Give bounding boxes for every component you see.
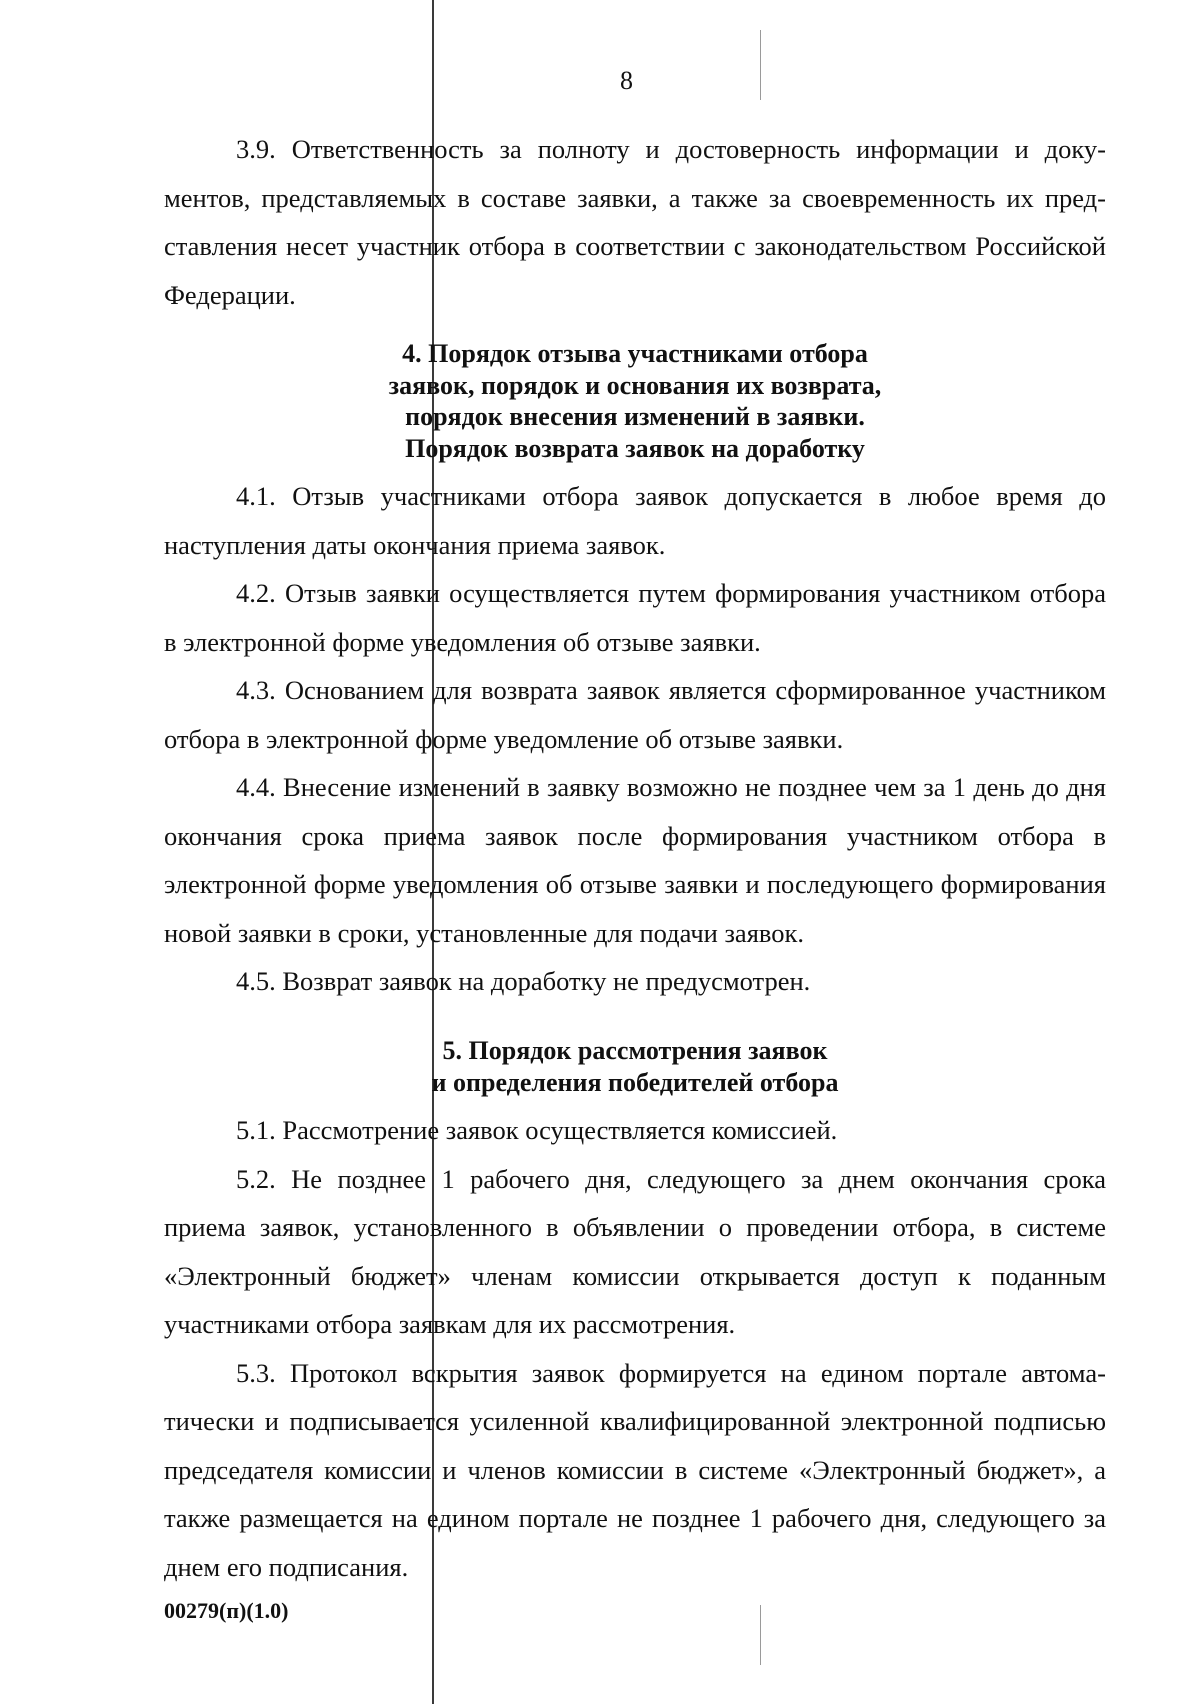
section-4-heading (164, 338, 1106, 464)
paragraph-4-4: 4.4. Внесение изменений в заявку возможно не позднее чем за 1 день до дня окончания срока приема заявок после формирования участником отбора в электронной форме уведомления об отзыве заявки и последующего формирования новой заявки в сроки, установленные для подачи заявок. (164, 772, 1106, 948)
section-4-heading-line: заявок, порядок и основания их возврата, (388, 370, 882, 400)
page-number: 8 (620, 66, 633, 95)
section-5-heading (164, 1035, 1106, 1098)
paragraph-3-9-block (164, 125, 1106, 319)
section-4-heading-line: Порядок возврата заявок на доработку (405, 433, 865, 463)
section-5-heading-line: 5. Порядок рассмотрения заявок (442, 1036, 828, 1065)
paragraph-4-3: 4.3. Основанием для возврата заявок является сформированное участником отбора в электронной форме уведомление об отзыве заявки. (164, 675, 1106, 754)
section-5-heading-line: и определения победителей отбора (431, 1067, 839, 1097)
paragraph-4-2: 4.2. Отзыв заявки осуществляется путем формирования участником отбора в электронной форме уведомления об отзыве заявки. (164, 578, 1106, 657)
section-4-heading-line: порядок внесения изменений в заявки. (405, 402, 865, 431)
paragraph-5-3: 5.3. Протокол вскрытия заявок формируется на едином портале автоматически и подписывается усиленной квалифицированной электронной подписью председателя комиссии и членов комиссии в системе «Электронный бюджет», а также размещается на едином портале не позднее 1 рабочего дня, следующего за днем его подписания. (164, 1357, 1106, 1582)
section-5-paragraphs (164, 1106, 1106, 1591)
scan-fold-line-faint (760, 30, 761, 100)
paragraph-3-9: 3.9. Ответственность за полноту и достоверность информации и документов, представляемых в составе заявки, а также за своевременность их представления несет участник отбора в соответствии с законодательством Российской Федерации. (164, 134, 1106, 310)
document-code: 00279(п)(1.0) (164, 1598, 289, 1623)
section-4-heading-line: 4. Порядок отзыва участниками отбора (402, 339, 868, 368)
scan-fold-line-faint (760, 1605, 761, 1665)
paragraph-5-1: 5.1. Рассмотрение заявок осуществляется комиссией. (236, 1115, 838, 1145)
paragraph-4-5: 4.5. Возврат заявок на доработку не предусмотрен. (236, 966, 811, 996)
paragraph-5-2: 5.2. Не позднее 1 рабочего дня, следующего за днем окончания срока приема заявок, установленного в объявлении о проведении отбора, в системе «Электронный бюджет» членам комиссии открывается доступ к поданным участниками отбора заявкам для их рассмотрения. (164, 1163, 1106, 1339)
section-4-paragraphs (164, 472, 1106, 1006)
paragraph-4-1: 4.1. Отзыв участниками отбора заявок допускается в любое время до наступления даты окончания приема заявок. (164, 481, 1106, 560)
